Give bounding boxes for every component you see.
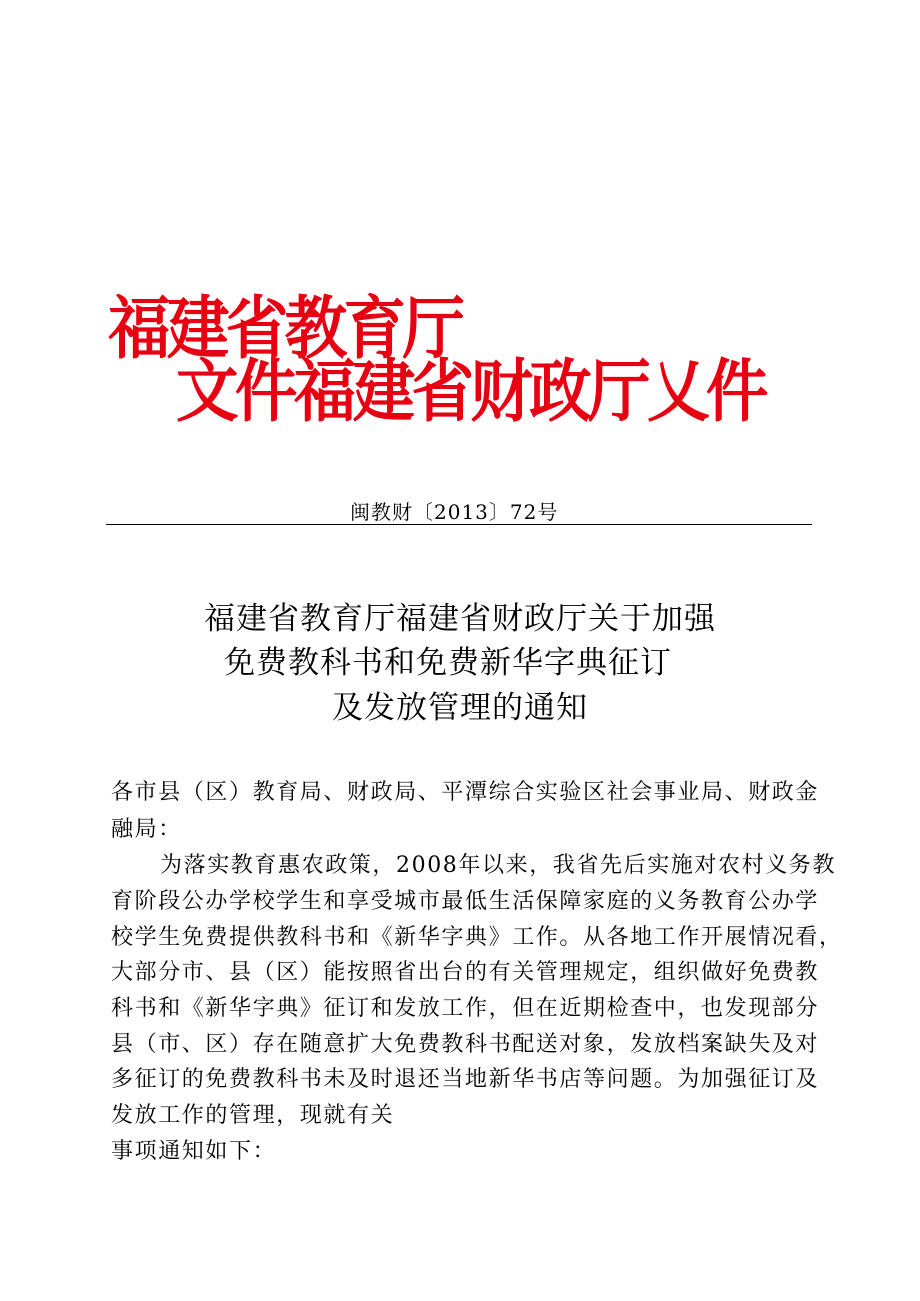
red-header-line-2: 文件福建省财政厅乂件 <box>176 353 765 432</box>
title-line-3: 及发放管理的通知 <box>332 690 588 726</box>
title-line-2: 免费教科书和免费新华字典征订 <box>224 645 672 681</box>
document-number: 闽教财〔2013〕72号 <box>350 500 559 524</box>
title-line-1: 福建省教育厅福建省财政厅关于加强 <box>204 601 716 637</box>
body-line: 校学生免费提供教科书和《新华字典》工作。从各地工作开展情况看， <box>111 925 843 950</box>
body-line: 为落实教育惠农政策，2008年以来，我省先后实施对农村义务教 <box>160 853 836 878</box>
body-line: 科书和《新华字典》征订和发放工作，但在近期检查中，也发现部分 <box>111 996 820 1021</box>
body-line: 县（市、区）存在随意扩大免费教科书配送对象，发放档案缺失及对 <box>111 1032 820 1057</box>
body-line: 融局： <box>111 817 182 842</box>
red-header-line-1: 福建省教育厅 <box>108 290 462 369</box>
header-divider <box>106 524 812 525</box>
body-line: 各市县（区）教育局、财政局、平潭综合实验区社会事业局、财政金 <box>111 780 820 805</box>
body-line: 育阶段公办学校学生和享受城市最低生活保障家庭的义务教育公办学 <box>111 889 820 914</box>
body-line: 事项通知如下： <box>111 1139 277 1164</box>
body-line: 大部分市、县（区）能按照省出台的有关管理规定，组织做好免费教 <box>111 960 820 985</box>
body-line: 发放工作的管理，现就有关 <box>111 1103 395 1128</box>
body-line: 多征订的免费教科书未及时退还当地新华书店等问题。为加强征订及 <box>111 1067 820 1092</box>
